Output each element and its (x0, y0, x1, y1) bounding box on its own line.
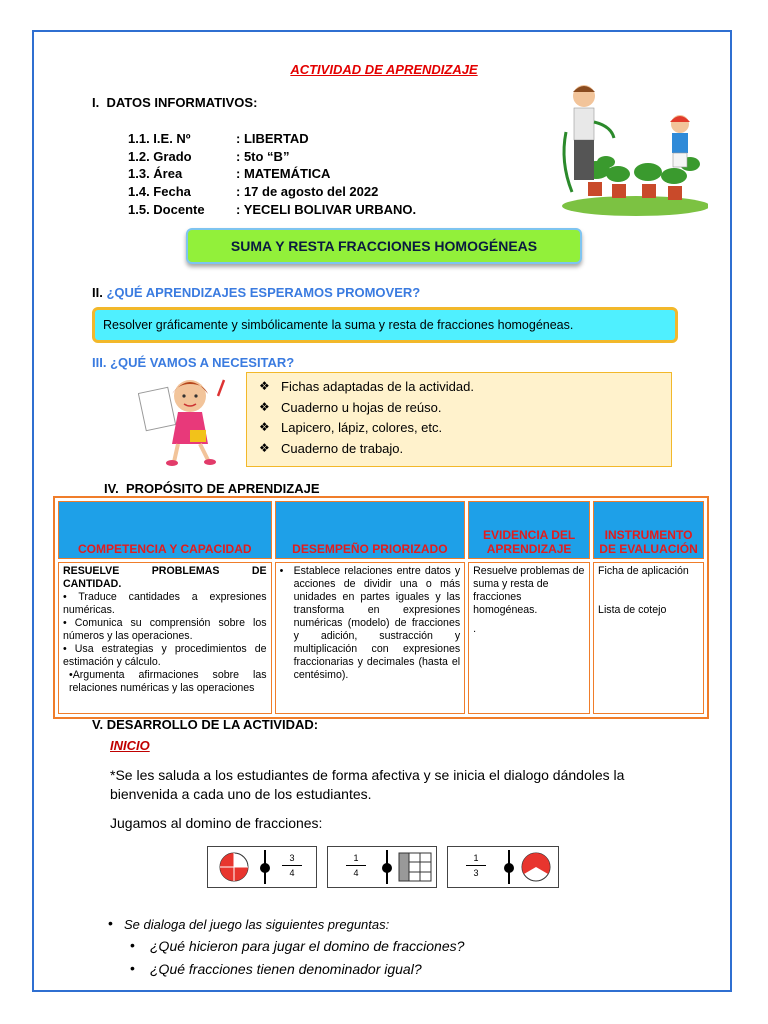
competencia-item: • Traduce cantidades a expresiones numéricas. (63, 591, 267, 616)
domino-tile (207, 846, 317, 888)
bullet-icon: • (279, 565, 284, 577)
materials-item: ❖ Cuaderno u hojas de reúso. (259, 400, 442, 415)
domino-tile (447, 846, 559, 888)
diamond-bullet-icon: ❖ (259, 379, 270, 393)
section-2-heading (92, 285, 420, 300)
section-3-title: ¿QUÉ VAMOS A NECESITAR? (110, 355, 295, 370)
document-title: ACTIVIDAD DE APRENDIZAJE (290, 62, 478, 77)
intro-paragraph: *Se les saluda a los estudiantes de forma afectiva y se inicia el dialogo dándoles la bienvenida a cada uno de los estudiantes. (110, 767, 625, 802)
competencia-item: • Usa estrategias y procedimientos de estimación y cálculo. (63, 643, 267, 668)
section-3-number: III. (92, 355, 107, 370)
header-instrumento: INSTRUMENTO DE EVALUACIÓN (593, 501, 704, 559)
fraction: 1 4 (346, 853, 366, 878)
section-5-heading (92, 717, 318, 732)
fraction: 3 4 (282, 853, 302, 878)
table-header-row (58, 501, 704, 559)
domino-pip (504, 863, 514, 873)
datos-row-docente: 1.5. Docente : YECELI BOLIVAR URBANO. (128, 202, 417, 217)
section-4-number: IV. (104, 481, 119, 496)
learning-goal-box: Resolver gráficamente y simbólicamente la suma y resta de fracciones homogéneas. (92, 307, 678, 343)
datos-row-ie: 1.1. I.E. Nº : LIBERTAD (128, 131, 309, 146)
materials-box (246, 372, 672, 467)
inicio-heading: INICIO (110, 738, 150, 753)
girl-with-paper-illustration (138, 374, 238, 466)
datos-row-area: 1.3. Área : MATEMÁTICA (128, 166, 331, 181)
diamond-bullet-icon: ❖ (259, 420, 270, 434)
table-row (58, 562, 704, 714)
datos-row-grado: 1.2. Grado : 5to “B” (128, 149, 290, 164)
diamond-bullet-icon: ❖ (259, 441, 270, 455)
cell-evidencia: Resuelve problemas de suma y resta de fracciones homogéneas. . (468, 562, 590, 714)
section-5-number: V. (92, 717, 104, 732)
grid-fraction-icon (398, 852, 432, 882)
bullet-icon: • (130, 960, 135, 976)
section-4-heading (104, 481, 320, 496)
cell-competencia (58, 562, 272, 714)
domino-intro-paragraph: Jugamos al domino de fracciones: (110, 815, 323, 831)
gardening-kids-illustration (556, 82, 708, 216)
materials-item: ❖ Lapicero, lápiz, colores, etc. (259, 420, 443, 435)
fraction: 1 3 (466, 853, 486, 878)
datos-row-fecha: 1.4. Fecha : 17 de agosto del 2022 (128, 184, 379, 199)
section-2-title: ¿QUÉ APRENDIZAJES ESPERAMOS PROMOVER? (106, 285, 421, 300)
question-item: ¿Qué hicieron para jugar el domino de fracciones? (150, 938, 465, 954)
section-1-heading (92, 95, 257, 110)
section-1-title: DATOS INFORMATIVOS: (106, 95, 258, 110)
header-desempeno: DESEMPEÑO PRIORIZADO (275, 501, 466, 559)
header-evidencia: EVIDENCIA DEL APRENDIZAJE (468, 501, 590, 559)
question-item: ¿Qué fracciones tienen denominador igual? (150, 961, 422, 977)
dialog-intro: Se dialoga del juego las siguientes preguntas: (124, 917, 390, 932)
materials-item: ❖ Cuaderno de trabajo. (259, 441, 404, 456)
pie-three-quarters-icon (216, 851, 252, 883)
cell-instrumento: Ficha de aplicación Lista de cotejo (593, 562, 704, 714)
domino-pip (260, 863, 270, 873)
competencia-title: RESUELVE PROBLEMAS DE CANTIDAD. (63, 565, 267, 590)
bullet-icon: • (130, 937, 135, 953)
competencia-item: •Argumenta afirmaciones sobre las relaciones numéricas y las operaciones (69, 669, 267, 694)
domino-tile (327, 846, 437, 888)
section-1-number: I. (92, 95, 100, 110)
activity-title-banner: SUMA Y RESTA FRACCIONES HOMOGÉNEAS (186, 228, 582, 264)
purpose-table (53, 496, 709, 719)
competencia-item: • Comunica su comprensión sobre los números y las operaciones. (63, 617, 267, 642)
domino-pip (382, 863, 392, 873)
bullet-icon: • (108, 915, 113, 931)
section-3-heading (92, 355, 294, 370)
section-4-title: PROPÓSITO DE APRENDIZAJE (125, 481, 320, 496)
pie-fraction-icon (518, 851, 554, 883)
section-5-title: DESARROLLO DE LA ACTIVIDAD: (106, 717, 319, 732)
materials-item: ❖ Fichas adaptadas de la actividad. (259, 379, 474, 394)
diamond-bullet-icon: ❖ (259, 400, 270, 414)
cell-desempeno: • Establece relaciones entre datos y acciones de dividir una o más unidades en partes iguales y las transforma en expresiones numéricas (modelo) de fracciones y adición, sustracción y multiplicación con expresiones fraccionarias y decimales (hasta el centésimo). (275, 562, 466, 714)
header-competencia: COMPETENCIA Y CAPACIDAD (58, 501, 272, 559)
section-2-number: II. (92, 285, 103, 300)
